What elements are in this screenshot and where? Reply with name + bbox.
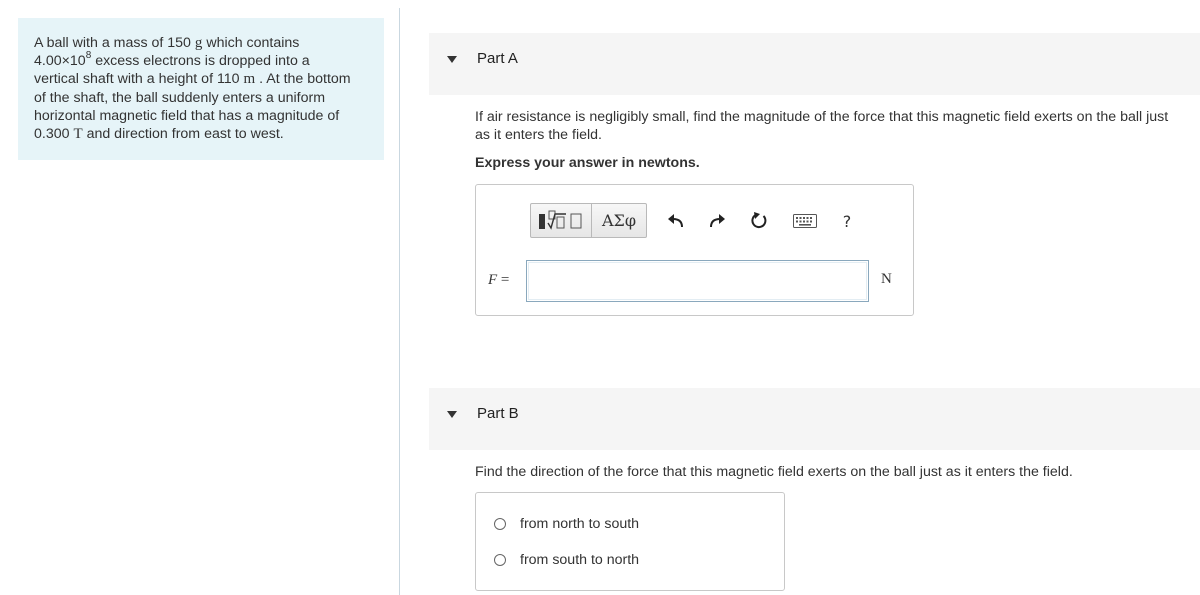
redo-icon [708,213,726,229]
variable-f: F [488,272,498,288]
reset-button[interactable] [748,211,770,231]
problem-line-5: horizontal magnetic field that has a magnitude of [34,107,340,124]
problem-line-3 [34,70,384,88]
force-answer-input[interactable] [526,260,869,302]
text: . At the bottom [255,71,351,88]
choice-north-to-south[interactable] [494,514,639,534]
problem-line-4: of the shaft, the ball suddenly enters a uniform [34,89,326,106]
collapse-triangle-icon[interactable] [447,411,457,418]
text: which contains [202,35,300,51]
part-b-header[interactable] [429,388,1200,450]
symbols-label: ΑΣφ [601,211,637,230]
direction-choices [475,492,785,591]
radio-button[interactable] [494,554,506,566]
help-icon: ? [842,211,852,231]
part-a-header[interactable] [429,33,1200,95]
part-b-question: Find the direction of the force that this magnetic field exerts on the ball just as it enters the field. [475,464,1073,480]
question-line: as it enters the field. [475,127,602,143]
question-line: If air resistance is negligibly small, find the magnitude of the force that this magnetic field exerts on the ball just [475,109,1169,125]
radio-button[interactable] [494,518,506,530]
answer-box [475,184,914,316]
text: 0.300 [34,126,74,143]
electron-count: 4.00×10 [34,53,86,70]
keyboard-icon [793,214,817,228]
problem-line-6 [34,125,384,143]
equals-sign: = [500,272,510,288]
text: A ball with a mass of 150 [34,35,195,51]
keyboard-button[interactable] [791,211,819,231]
reset-icon [749,211,769,231]
templates-button[interactable] [530,203,592,238]
redo-button[interactable] [706,211,728,231]
choice-label: from south to north [520,552,640,568]
unit-label: N [881,271,892,287]
choice-south-to-north[interactable] [494,550,639,570]
collapse-triangle-icon[interactable] [447,56,457,63]
exponent: 8 [85,50,92,62]
help-button[interactable] [836,211,858,231]
undo-button[interactable] [665,211,687,231]
text: vertical shaft with a height of 110 [34,71,244,88]
part-b-title: Part B [477,405,519,422]
problem-line-2 [34,52,384,70]
part-a-instruction: Express your answer in newtons. [475,155,700,171]
mass-unit: g [194,35,203,51]
templates-icon [536,209,586,233]
undo-icon [667,213,685,229]
choice-label: from north to south [520,516,640,532]
problem-statement [18,18,384,160]
part-a-title: Part A [477,50,518,67]
answer-label [488,272,509,289]
symbols-button[interactable] [592,203,647,238]
text: and direction from east to west. [82,126,284,143]
text: excess electrons is dropped into a [91,53,310,70]
height-unit: m [243,71,256,88]
part-a-question [475,108,1168,144]
field-unit: T [73,126,83,143]
column-divider [399,8,400,595]
